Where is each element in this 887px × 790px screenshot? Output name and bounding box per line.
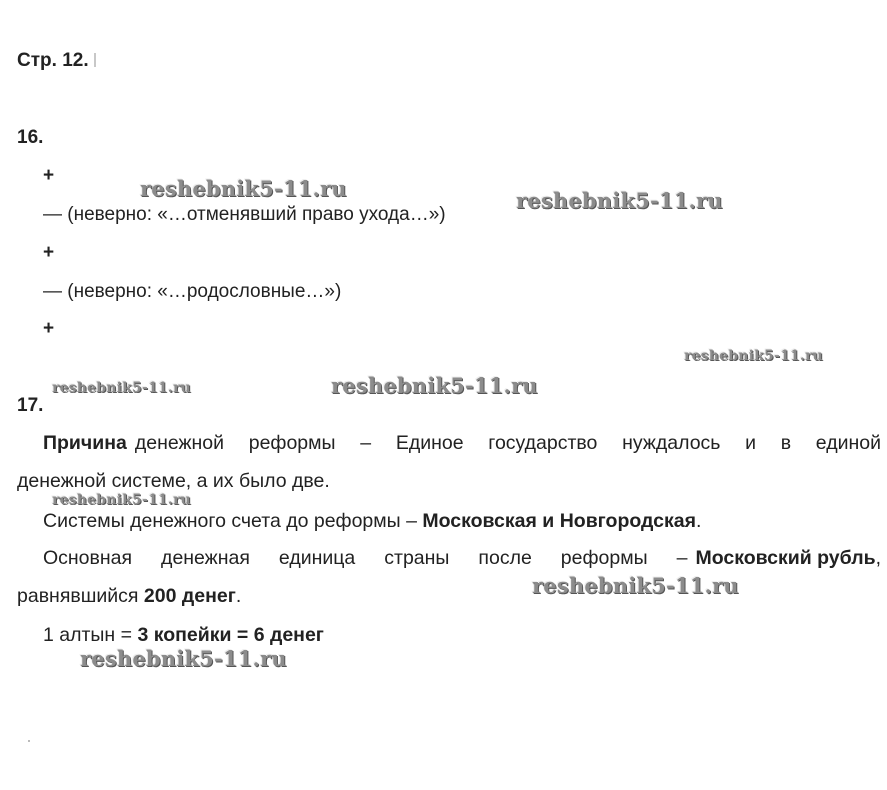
task-16-item-3-mark: + [43, 242, 55, 263]
altyn-bold: 3 копейки = 6 денег [137, 624, 324, 646]
altyn-prefix: 1 алтын = [43, 624, 133, 646]
unit-line-2-bold: 200 денег [143, 585, 236, 607]
reason-bold-lead: Причина [43, 432, 127, 454]
page-label-text: Стр. 12. [17, 50, 89, 71]
systems-prefix: Системы денежного счета до реформы – [43, 510, 417, 532]
text-cursor [94, 53, 96, 67]
unit-line-1-prefix: Основная денежная единица страны после реформы – [43, 547, 688, 569]
watermark: reshebnik5-11.ru [52, 492, 191, 508]
watermark: reshebnik5-11.ru [140, 176, 347, 201]
watermark: reshebnik5-11.ru [331, 373, 538, 398]
stray-dot [28, 740, 30, 742]
systems-suffix: . [695, 510, 702, 532]
reason-line-1 [43, 424, 881, 462]
task-17-number: 17. [17, 395, 44, 416]
watermark: reshebnik5-11.ru [516, 188, 723, 213]
reason-line-2: денежной системе, а их было две. [17, 470, 330, 492]
task-16-item-2-text: — (неверно: «…отменявший право ухода…») [43, 204, 446, 225]
unit-line-2-prefix: равнявшийся [17, 585, 139, 607]
task-16-item-1-mark: + [43, 165, 55, 186]
reason-line-1-rest: денежной реформы – Единое государство нуждалось и в единой [134, 432, 881, 454]
task-16-item-4-text: — (неверно: «…родословные…») [43, 281, 342, 302]
page-label [17, 50, 96, 72]
watermark: reshebnik5-11.ru [80, 646, 287, 671]
unit-line-1-suffix: , [875, 547, 881, 569]
watermark: reshebnik5-11.ru [52, 380, 191, 396]
unit-line-1 [43, 539, 881, 577]
systems-bold: Московская и Новгородская [422, 510, 696, 532]
unit-line-2 [17, 577, 241, 615]
watermark: reshebnik5-11.ru [532, 573, 739, 598]
task-16-number: 16. [17, 127, 44, 148]
task-16-item-5-mark: + [43, 318, 55, 339]
unit-line-2-suffix: . [235, 585, 242, 607]
watermark: reshebnik5-11.ru [684, 348, 823, 364]
unit-line-1-bold: Московский рубль [695, 547, 876, 569]
